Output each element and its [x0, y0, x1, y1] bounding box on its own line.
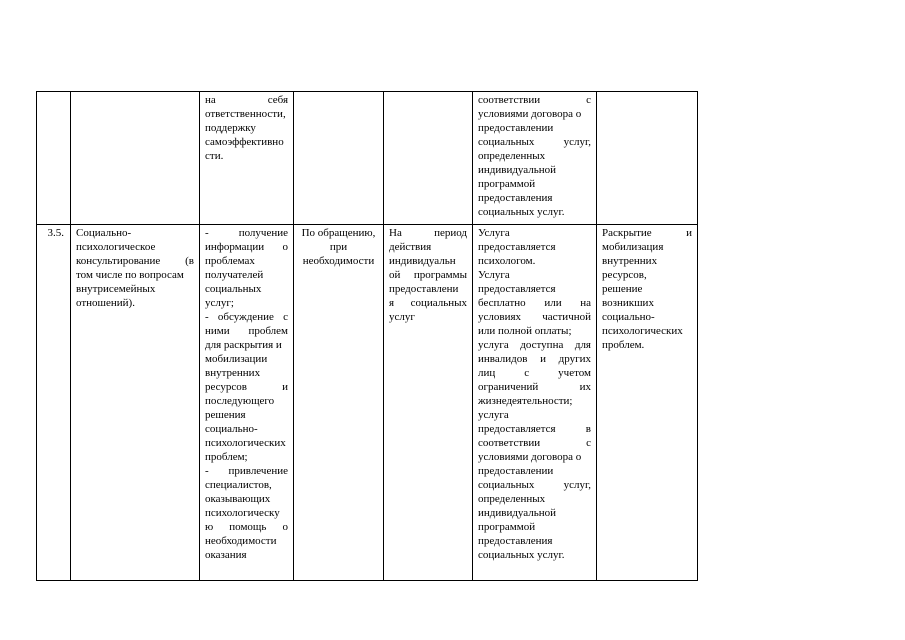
cell-word: соответствии [478, 94, 541, 106]
cell-line [389, 226, 467, 240]
cell-word: о [282, 521, 288, 533]
cell-word: учетом [558, 367, 591, 379]
cell-line: оказывающих [205, 493, 271, 505]
cell-conditions [473, 92, 597, 225]
cell-word: с [586, 94, 591, 106]
cell-line: поддержку [205, 122, 256, 134]
cell-word: консультирование [76, 255, 161, 267]
cell-line: том числе по вопросам [76, 269, 184, 281]
cell-line: психологических [602, 325, 683, 337]
cell-word: и [686, 227, 692, 239]
cell-word: На [389, 227, 402, 239]
cell-line [478, 380, 591, 394]
cell-line: программой [478, 178, 536, 190]
cell-word: социальных [410, 297, 467, 309]
cell-word: на [580, 297, 591, 309]
cell-line: внутренних [602, 255, 658, 267]
cell-line [478, 135, 591, 149]
cell-word: услуга [478, 339, 509, 351]
cell-line [205, 520, 288, 534]
cell-word: программы [413, 269, 467, 281]
cell-line: необходимости [302, 255, 375, 267]
cell-word: период [434, 227, 467, 239]
cell-line: мобилизация [602, 241, 664, 253]
cell-line: или полной оплаты; [478, 325, 572, 337]
cell-schedule [294, 225, 384, 581]
cell-line: ресурсов, [602, 269, 647, 281]
cell-line [602, 226, 692, 240]
cell-line [205, 240, 288, 254]
cell-line: определенных [478, 493, 546, 505]
cell-word: себя [267, 94, 288, 106]
cell-word: ограничений [478, 381, 539, 393]
cell-word: для [574, 339, 591, 351]
cell-service [71, 225, 200, 581]
cell-line: Услуга [478, 227, 510, 239]
cell-word: обсуждение [217, 311, 274, 323]
cell-line: условиями договора о [478, 451, 582, 463]
cell-line: социальных [205, 283, 262, 295]
cell-word: предоставляется [478, 423, 556, 435]
cell-word: (в [185, 255, 194, 267]
cell-line: мобилизации [205, 353, 268, 365]
cell-word: помощь [229, 521, 267, 533]
cell-line: психологических [205, 437, 286, 449]
cell-result [597, 225, 698, 581]
cell-word: социальных [478, 136, 535, 148]
cell-line [389, 268, 467, 282]
cell-line [478, 352, 591, 366]
cell-line: услуга [478, 409, 509, 421]
cell-line [205, 380, 288, 394]
cell-word: социальных [478, 479, 535, 491]
cell-word: ними [205, 325, 230, 337]
cell-word: - [205, 465, 209, 477]
cell-line: проблем. [602, 339, 645, 351]
cell-line: последующего [205, 395, 275, 407]
cell-line [389, 296, 467, 310]
cell-word: привлечение [228, 465, 288, 477]
cell-word: я [389, 297, 395, 309]
cell-line [205, 324, 288, 338]
cell-word: информации [205, 241, 265, 253]
cell-line: индивидуальн [389, 255, 456, 267]
cell-word: других [558, 353, 591, 365]
cell-line: индивидуальной [478, 507, 557, 519]
cell-line [478, 422, 591, 436]
cell-period [384, 225, 473, 581]
cell-line: ответственности, [205, 108, 286, 120]
cell-word: Раскрытие [602, 227, 652, 239]
cell-line: отношений). [76, 297, 135, 309]
cell-result [597, 92, 698, 225]
cell-line: психологическое [76, 241, 156, 253]
cell-line: необходимости [205, 535, 277, 547]
cell-schedule [294, 92, 384, 225]
cell-line: предоставлении [478, 122, 554, 134]
cell-word: ресурсов [205, 381, 247, 393]
cell-period [384, 92, 473, 225]
cell-line [205, 464, 288, 478]
cell-word: о [282, 241, 288, 253]
cell-word: доступна [520, 339, 564, 351]
cell-word: проблем [248, 325, 288, 337]
cell-word: частичной [542, 311, 591, 323]
cell-line: самоэффективно [205, 136, 284, 148]
cell-line: сти. [205, 150, 224, 162]
table-row [37, 92, 698, 225]
cell-line [478, 310, 591, 324]
cell-line [478, 93, 591, 107]
cell-line [205, 310, 288, 324]
cell-word: с [283, 311, 288, 323]
cell-line: решение [602, 283, 643, 295]
cell-number: 3.5. [37, 225, 71, 581]
cell-line: услуг [389, 311, 415, 323]
cell-line: оказания [205, 549, 247, 561]
cell-word: бесплатно [478, 297, 526, 309]
cell-word: инвалидов [478, 353, 528, 365]
cell-word: - [205, 227, 209, 239]
cell-line: социально- [602, 311, 655, 323]
cell-word: или [544, 297, 562, 309]
cell-word: услуг, [563, 136, 591, 148]
cell-line: возникших [602, 297, 654, 309]
cell-line: психологическу [205, 507, 280, 519]
cell-line [478, 366, 591, 380]
cell-line: услуг; [205, 297, 234, 309]
cell-line [478, 338, 591, 352]
cell-line: программой [478, 521, 536, 533]
cell-line: внутрисемейных [76, 283, 156, 295]
cell-word: получение [238, 227, 288, 239]
cell-line: предоставления [478, 535, 553, 547]
cell-line: специалистов, [205, 479, 272, 491]
cell-word: ю [205, 521, 214, 533]
cell-line: жизнедеятельности; [478, 395, 573, 407]
cell-line: Услуга [478, 269, 510, 281]
cell-word: - [205, 311, 209, 323]
cell-line: предоставления [478, 192, 553, 204]
cell-line: проблем; [205, 451, 248, 463]
cell-line: получателей [205, 269, 264, 281]
cell-line: условиями договора о [478, 108, 582, 120]
cell-line: По обращению, [301, 227, 376, 239]
cell-word: соответствии [478, 437, 541, 449]
cell-word: и [282, 381, 288, 393]
cell-line: внутренних [205, 367, 261, 379]
cell-line: предоставляется [478, 283, 556, 295]
cell-word: лиц [478, 367, 496, 379]
cell-line: определенных [478, 150, 546, 162]
cell-line: решения [205, 409, 246, 421]
table-row [37, 225, 698, 581]
cell-line: Социально- [76, 227, 132, 239]
cell-service [71, 92, 200, 225]
cell-word: услуг, [563, 479, 591, 491]
cell-word: ой [389, 269, 401, 281]
cell-line: предоставлени [389, 283, 459, 295]
cell-line [205, 226, 288, 240]
cell-line: социально- [205, 423, 258, 435]
cell-line: социальных услуг. [478, 549, 565, 561]
cell-line: предоставляется [478, 241, 556, 253]
cell-line: предоставлении [478, 465, 554, 477]
cell-word: с [586, 437, 591, 449]
cell-line: при [329, 241, 348, 253]
cell-line: действия [389, 241, 432, 253]
cell-word: в [585, 423, 591, 435]
cell-line [205, 93, 288, 107]
cell-word: условиях [478, 311, 522, 323]
cell-word: на [205, 94, 216, 106]
cell-line: психологом. [478, 255, 536, 267]
cell-word: их [579, 381, 591, 393]
cell-word: и [540, 353, 546, 365]
cell-purpose [200, 92, 294, 225]
cell-line [478, 436, 591, 450]
cell-line: проблемах [205, 255, 255, 267]
cell-line: индивидуальной [478, 164, 557, 176]
cell-line [478, 296, 591, 310]
services-table [36, 91, 698, 581]
cell-line [478, 478, 591, 492]
cell-line [76, 254, 194, 268]
cell-word: с [524, 367, 530, 379]
cell-line: социальных услуг. [478, 206, 565, 218]
cell-line: для раскрытия и [205, 339, 282, 351]
cell-purpose [200, 225, 294, 581]
cell-conditions [473, 225, 597, 581]
cell-number [37, 92, 71, 225]
